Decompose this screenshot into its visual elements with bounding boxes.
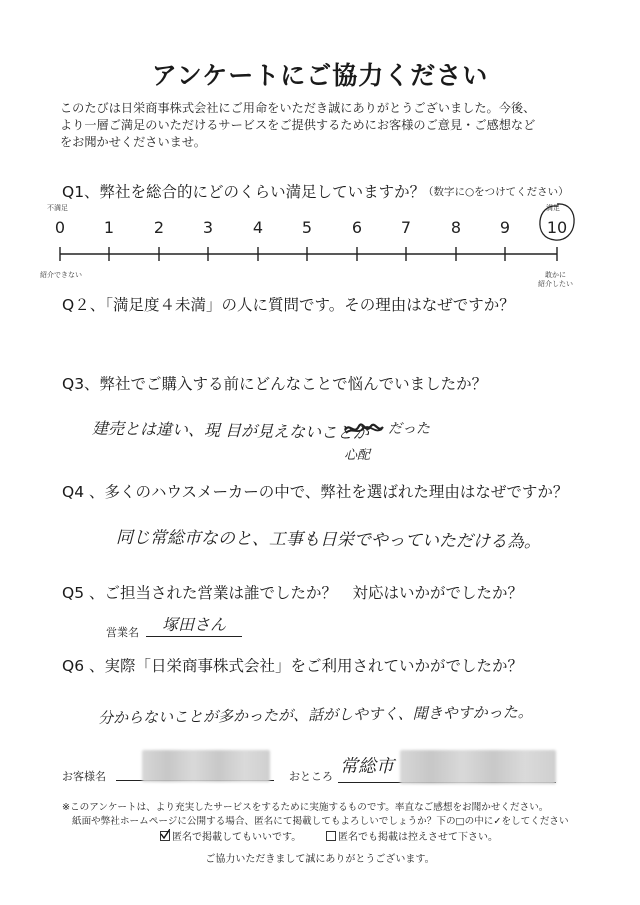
scale-label-7[interactable]: 7 (400, 218, 412, 237)
scale-high-bottom-label-2: 紹介したい (538, 280, 573, 288)
question-3-answer: 建売とは違い、現 目が見えないことが (91, 418, 370, 443)
scale-low-top-label: 不満足 (47, 204, 68, 212)
sales-name-underline (146, 636, 242, 637)
scale-label-4[interactable]: 4 (252, 218, 264, 237)
address-label: おところ (289, 770, 333, 783)
thanks-message: ご協力いただきまして誠にありがとうございます。 (205, 854, 435, 865)
question-4-answer: 同じ常総市なのと、工事も日栄でやっていただける為。 (115, 527, 542, 553)
scribble-mark (342, 418, 386, 440)
satisfaction-scale (40, 236, 600, 272)
selected-circle-mark (534, 200, 580, 246)
question-2: Q２、「満足度４未満」の人に質問です。その理由はなぜですか？ (62, 296, 515, 314)
option-no-label: 匿名でも掲載は控えさせて下さい。 (338, 832, 498, 843)
scale-label-10[interactable]: 10 (546, 218, 568, 237)
scale-label-6[interactable]: 6 (351, 218, 363, 237)
question-3: Q3、弊社でご購入する前にどんなことで悩んでいましたか？ (62, 375, 488, 393)
intro-paragraph (60, 100, 580, 151)
intro-line: このたびは日栄商事株式会社にご用命をいただき誠にありがとうございました。今後、 (60, 101, 536, 115)
option-no-checkbox[interactable] (326, 831, 336, 841)
question-6-answer: 分からないことが多かったが、話がしやすく、聞きやすかった。 (97, 702, 533, 728)
scale-label-8[interactable]: 8 (450, 218, 462, 237)
question-1-note: （数字に○をつけてください） (423, 186, 569, 198)
option-no[interactable] (326, 828, 498, 843)
option-yes-checkbox[interactable] (160, 831, 170, 841)
sales-name-label: 営業名 (106, 626, 139, 639)
intro-line: より一層ご満足のいただけるサービスをご提供するためにお客様のご意見・ご感想など (60, 118, 536, 132)
scale-high-top-label: 満足 (546, 204, 560, 212)
address-value: 常総市 (340, 756, 394, 777)
scale-low-bottom-label: 紹介できない (40, 271, 82, 279)
intro-line: をお聞かせくださいませ。 (60, 135, 206, 149)
scale-label-0[interactable]: 0 (54, 218, 66, 237)
option-yes-label: 匿名で掲載してもいいです。 (172, 832, 302, 843)
question-5: Q5 、ご担当された営業は誰でしたか？ 対応はいかがでしたか？ (62, 584, 523, 602)
option-yes[interactable] (160, 828, 301, 843)
customer-name-label: お客様名 (62, 770, 106, 783)
question-4: Q4 、多くのハウスメーカーの中で、弊社を選ばれた理由はなぜですか？ (62, 483, 569, 501)
scale-high-bottom-label-1: 敢かに (545, 271, 566, 279)
scale-label-9[interactable]: 9 (499, 218, 511, 237)
question-6: Q6 、実際「日栄商事株式会社」をご利用されていかがでしたか？ (62, 657, 523, 675)
address-redacted (400, 750, 556, 784)
footer-note-1: ※このアンケートは、より充実したサービスをするために実施するものです。率直なご感想をお聞かせください。 (62, 802, 549, 813)
sales-name-value: 塚田さん (162, 615, 227, 634)
question-3-answer-tail: だった (388, 421, 430, 437)
scale-label-3[interactable]: 3 (202, 218, 214, 237)
scale-label-2[interactable]: 2 (153, 218, 165, 237)
page-title: アンケートにご協力ください (151, 61, 489, 90)
check-mark-icon (160, 829, 170, 839)
scale-label-1[interactable]: 1 (103, 218, 115, 237)
footer-note-2: 紙面や弊社ホームページに公開する場合、匿名にて掲載してもよろしいでしょうか？下の□の中に✓をしてください (72, 816, 569, 827)
question-3-answer-sub: 心配 (344, 448, 371, 463)
question-1: Q1、弊社を総合的にどのくらい満足していますか？ (62, 183, 426, 201)
customer-name-redacted (142, 750, 270, 782)
scale-label-5[interactable]: 5 (301, 218, 313, 237)
